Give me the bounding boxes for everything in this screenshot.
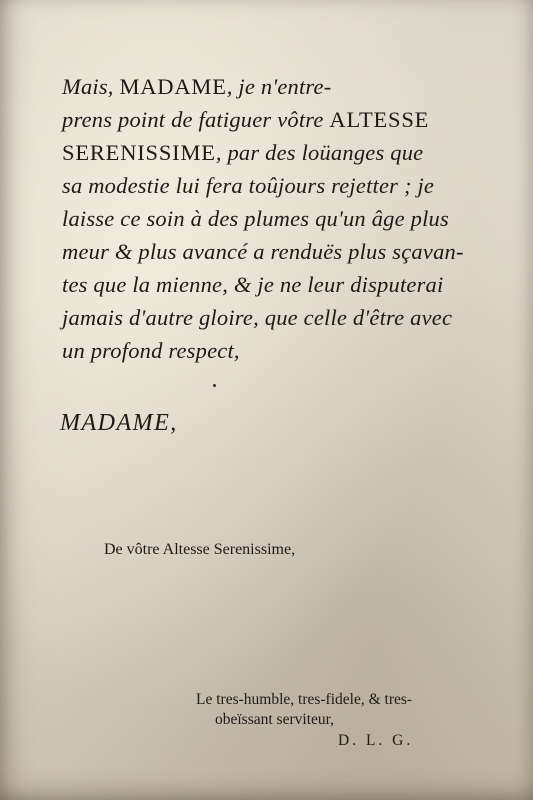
letter-line-3: [62, 140, 423, 166]
letter-line-9: [62, 338, 240, 364]
letter-line-5: [62, 206, 449, 232]
signature-line-2: obeïssant serviteur,: [215, 711, 335, 728]
line-3-post: , par des loüanges que: [215, 140, 424, 165]
salutation: MADAME,: [60, 410, 178, 436]
ink-dot: [213, 384, 216, 387]
line-2-caps: ALTESSE: [329, 107, 430, 132]
line-1-pre: Mais,: [62, 74, 120, 99]
line-9-text: un profond respect,: [62, 338, 240, 363]
letter-line-2: [62, 107, 429, 133]
line-2-pre: prens point de fatiguer vôtre: [62, 107, 330, 132]
line-1-post: , je n'entre-: [226, 74, 332, 99]
closing-line: De vôtre Altesse Serenissime,: [104, 541, 296, 558]
signature-line-1: Le tres-humble, tres-fidele, & tres-: [196, 691, 413, 708]
show-through-text: [330, 300, 530, 600]
line-3-caps: SERENISSIME: [62, 140, 216, 165]
line-7-text: tes que la mienne, & je ne leur disputerai: [62, 272, 444, 297]
letter-line-8: [62, 305, 452, 331]
letter-line-4: [62, 173, 434, 199]
line-5-text: laisse ce soin à des plumes qu'un âge plus: [62, 206, 449, 231]
line-4-text: sa modestie lui fera toûjours rejetter ; je: [62, 173, 435, 198]
letter-line-7: [62, 272, 443, 298]
signature-initials: D. L. G.: [338, 732, 414, 749]
letter-line-1: [62, 74, 331, 100]
line-6-text: meur & plus avancé a renduës plus sçavan-: [62, 239, 464, 264]
line-8-text: jamais d'autre gloire, que celle d'être avec: [62, 305, 453, 330]
letter-line-6: [62, 239, 464, 265]
line-1-caps: MADAME: [119, 74, 227, 99]
